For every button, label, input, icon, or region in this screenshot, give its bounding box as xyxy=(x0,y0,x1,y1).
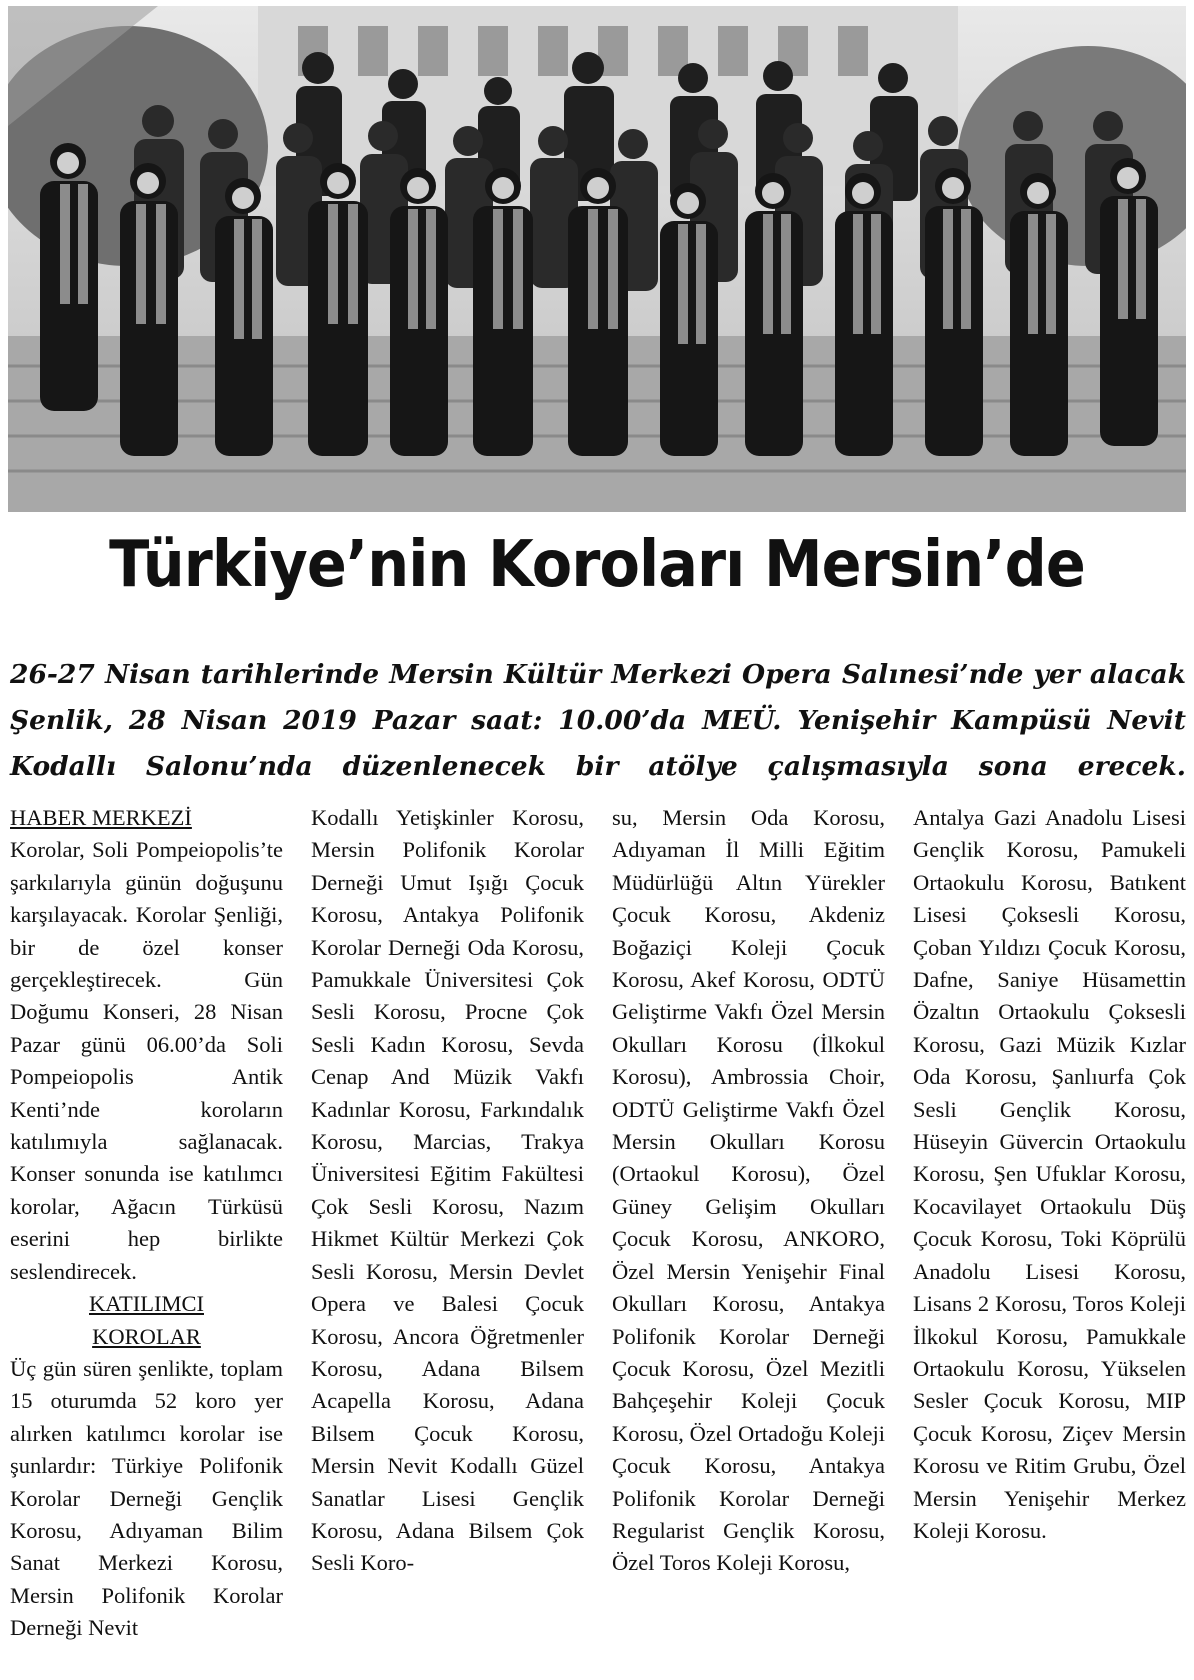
choir-group-photo xyxy=(8,6,1186,512)
body-column-4 xyxy=(913,802,1186,1674)
subhead-line-1: KATILIMCI xyxy=(89,1291,204,1317)
column-3-text: su, Mersin Oda Korosu, Adıyaman İl Milli Eğitim Müdürlüğü Altın Yürekler Çocuk Korosu, Akdeniz Boğaziçi Koleji Çocuk Korosu, Akef Korosu, ODTÜ Geliştirme Vakfı Özel Mersin Okulları Korosu (İlkokul Korosu), Ambrossia Choir, ODTÜ Geliştirme Vakfı Özel Mersin Okulları Korosu (Ortaokul Korosu), Özel Güney Gelişim Okulları Çocuk Korosu, ANKORO, Özel Mersin Yenişehir Final Okulları Korosu, Antakya Polifonik Korolar Derneği Çocuk Korosu, Özel Mezitli Bahçeşehir Koleji Çocuk Korosu, Özel Ortadoğu Koleji Çocuk Korosu, Antakya Polifonik Korolar Derneği Regularist Gençlik Korosu, Özel Toros Koleji Korosu, xyxy=(612,805,885,1576)
byline: HABER MERKEZİ xyxy=(10,805,192,830)
body-column-1 xyxy=(10,802,283,1674)
body-column-3 xyxy=(612,802,885,1674)
intro-paragraph: Korolar, Soli Pompeiopolis’te şarkılarıyla günün doğuşunu karşılayacak. Korolar Şenliği, bir de özel konser gerçekleştirecek. Gün Doğumu Konseri, 28 Nisan Pazar günü 06.00’da Soli Pompeiopolis Antik Kenti’nde koroların katılımıyla sağlanacak. Konser sonunda ise katılımcı korolar, Ağacın Türküsü eserini hep birlikte seslendirecek. xyxy=(10,837,283,1284)
article-body xyxy=(10,802,1186,1674)
column-2-text: Kodallı Yetişkinler Korosu, Mersin Polifonik Korolar Derneği Umut Işığı Çocuk Korosu, Antakya Polifonik Korolar Derneği Oda Korosu, Pamukkale Üniversitesi Çok Sesli Korosu, Procne Çok Sesli Kadın Korosu, Sevda Cenap And Müzik Vakfı Kadınlar Korosu, Farkındalık Korosu, Marcias, Trakya Üniversitesi Eğitim Fakültesi Çok Sesli Korosu, Nazım Hikmet Kültür Merkezi Çok Sesli Korosu, Mersin Devlet Opera ve Balesi Çocuk Korosu, Ancora Öğretmenler Korosu, Adana Bilsem Acapella Korosu, Adana Bilsem Çocuk Korosu, Mersin Nevit Kodallı Güzel Sanatlar Lisesi Gençlik Korosu, Adana Bilsem Çok Sesli Koro- xyxy=(311,805,584,1576)
article-lede: 26-27 Nisan tarihlerinde Mersin Kültür Merkezi Opera Salınesi’nde yer alacak Şenlik, 28 Nisan 2019 Pazar saat: 10.00’da MEÜ. Yenişehir Kampüsü Nevit Kodallı Salonu’nda düzenlenecek bir atölye çalışmasıyla sona erecek. xyxy=(10,659,1186,782)
body-column-2 xyxy=(311,802,584,1674)
subhead-line-2: KOROLAR xyxy=(92,1323,201,1349)
column-4-text: Antalya Gazi Anadolu Lisesi Gençlik Korosu, Pamukeli Ortaokulu Korosu, Batıkent Lisesi Çoksesli Korosu, Çoban Yıldızı Çocuk Korosu, Dafne, Saniye Hüsamettin Özaltın Ortaokulu Çoksesli Korosu, Gazi Müzik Kızlar Oda Korosu, Şanlıurfa Çok Sesli Gençlik Korosu, Hüseyin Güvercin Ortaokulu Korosu, Şen Ufuklar Korosu, Kocavilayet Ortaokulu Düş Çocuk Korosu, Toki Köprülü Anadolu Lisesi Korosu, Lisans 2 Korosu, Toros Koleji İlkokul Korosu, Pamukkale Ortaokulu Korosu, Yükselen Sesler Çocuk Korosu, MIP Çocuk Korosu, Ziçev Mersin Korosu ve Ritim Grubu, Özel Mersin Yenişehir Merkez Koleji Korosu. xyxy=(913,805,1186,1543)
choir-photo-illustration xyxy=(8,6,1186,512)
article-headline: Türkiye’nin Koroları Mersin’de xyxy=(109,528,1085,602)
participants-paragraph: Üç gün süren şenlikte, toplam 15 oturumda 52 koro yer alırken katılımcı korolar ise şunlardır: Türkiye Polifonik Korolar Derneği Gençlik Korosu, Adıyaman Bilim Sanat Merkezi Korosu, Mersin Polifonik Korolar Derneği Nevit xyxy=(10,1355,283,1641)
